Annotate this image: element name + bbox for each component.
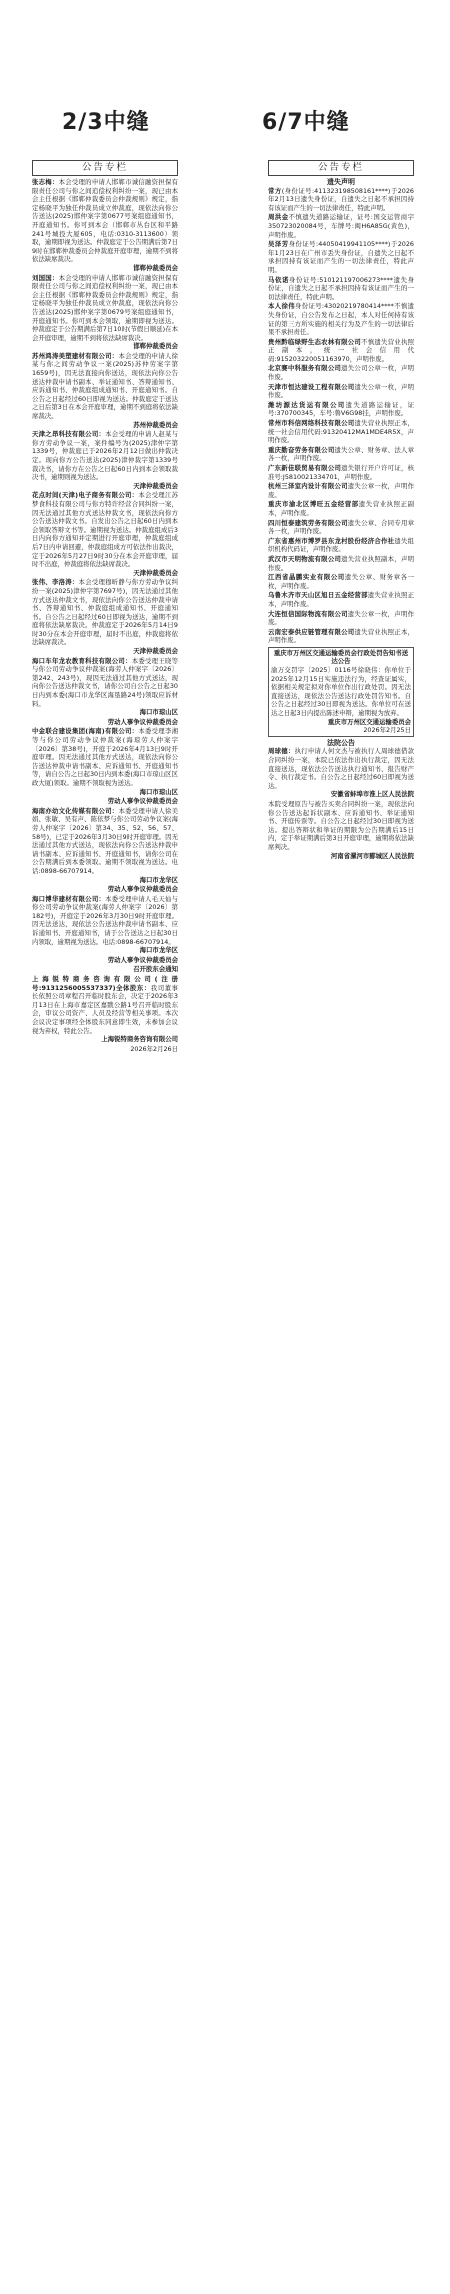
notice-text (268, 537, 414, 554)
notice-text (268, 419, 414, 445)
notice-party: 潍坊源达货运有限公司 (268, 400, 346, 409)
notice-text (268, 383, 414, 400)
penalty-notice-box (268, 647, 414, 737)
notice-party: 张伟、李洛涛： (32, 578, 79, 587)
notice-text (268, 240, 414, 274)
notice-text (268, 276, 414, 302)
notice-party: 大连恒信国际物流有限公司 (268, 609, 348, 618)
notice-item (268, 213, 414, 239)
penalty-notice-sig: 重庆市万州区交通运输委员会 (327, 717, 411, 726)
notice-body: 遗失公司公章一枚，声明作废。 (268, 364, 414, 382)
notice-party: 广东省惠州市博罗县东龙村股份经济合作社 (268, 536, 395, 545)
court-notice-list (268, 747, 414, 860)
notice-signature: 邯郸仲裁委员会 (133, 263, 178, 272)
notice-item (32, 352, 178, 429)
notice-item (268, 800, 414, 860)
notice-body: 本会受理的申请人徐某与你之间劳动争议一案(2025)苏仲劳案字第1659号)，因无法直接向你送达，现依法向你公告送达仲裁申请书副本、举证通知书、答辩通知书、应诉通知书、仲裁庭组成通知书、开庭通知书。自公告之日起经过60日即视为送达。仲裁庭定于送达之日后第3日在本会开庭审理，逾期不到庭将依法缺席裁决。 (32, 351, 178, 421)
notice-body: 遗失营业执照正副本，声明作废。 (268, 500, 414, 517)
notice-body: 遗失公章一枚，声明作废。 (268, 609, 414, 627)
notice-party: 天津之昂科技有限公司： (32, 430, 106, 439)
notice-text (268, 302, 414, 336)
notice-text (32, 578, 178, 647)
notice-text (32, 797, 178, 806)
notice-text (268, 446, 414, 463)
notice-party: 江西省晶鹏实业有限公司 (268, 573, 345, 582)
notice-item (268, 519, 414, 536)
notice-signature: 安徽省蚌埠市淮上区人民法院 (330, 790, 414, 799)
notice-party: 重庆勤奋劳务有限公司 (268, 445, 335, 454)
notice-item (268, 240, 414, 274)
notice-text (32, 956, 178, 965)
notice-text (268, 401, 414, 418)
notice-item (32, 885, 178, 894)
notice-text (32, 727, 178, 787)
notice-item (268, 446, 414, 463)
notice-party: 中金联合建设集团(海南)有限公司： (32, 727, 139, 736)
notice-party: 海口博华建材有限公司： (32, 894, 106, 903)
notice-body: 劳动人事争议仲裁委员会 (107, 717, 178, 726)
notice-signature: 海口市龙华区 (139, 875, 178, 884)
notice-body: 遗失公章一枚，声明作废。 (268, 382, 414, 400)
notice-body: 不慎遗失道路运输证，证号:国交运管商字350723020084号，车牌号:闽H6A85G(黄色)，声明作废。 (268, 213, 414, 239)
notice-party: 武汉市天明物流有限公司 (268, 554, 342, 563)
notice-party: 张志梅： (32, 178, 59, 186)
notice-item (268, 482, 414, 499)
notice-party: 常方 (268, 186, 282, 195)
notice-body: 遗失银行开户许可证，核准号:J5810021334701，声明作废。 (268, 464, 414, 481)
notice-body: 身份证号:44050419941105****)于2026年1月23日在广州市丢失身份证，自遗失之日起不承担因持有该证而产生的一切法律责任，特此声明。 (268, 240, 414, 274)
notice-party: 上海锐特商务咨询有限公司(注册号:9131256005537337)全体股东： (32, 975, 178, 992)
notice-item (268, 276, 414, 302)
notice-signature: 上海锐特商务咨询有限公司 (101, 1035, 178, 1044)
notice-item (268, 464, 414, 481)
notice-item (32, 718, 178, 727)
notice-item (268, 591, 414, 608)
notice-text (32, 965, 178, 974)
section-head-left: 公告专栏 (32, 160, 178, 176)
section-head-right: 公告专栏 (268, 160, 414, 176)
notice-text (268, 800, 414, 852)
notice-item (268, 401, 414, 418)
notice-text (268, 591, 414, 608)
notice-party: 周球德： (268, 747, 295, 756)
notice-body: 本院受理原告与被告买卖合同纠纷一案，现依法向你公告送达起诉状副本、应诉通知书、举证通知书、开庭传票等。自公告之日起经过30日即视为送达。提出答辩状和举证的期限为公告期满后15日内，定于举证期满后第3日开庭审理，逾期将依法缺席判决。 (268, 799, 414, 851)
notice-party: 苏州鸿涛美塑建材有限公司： (32, 351, 119, 360)
notice-item (268, 338, 414, 364)
notice-body: 遗失公章、财务章各一枚，声明作废。 (268, 573, 414, 590)
notice-item (268, 500, 414, 517)
notice-party: 四川恒泰建筑劳务有限公司 (268, 518, 348, 527)
notice-party: 乌鲁木齐市天山区旭日五金经营部 (268, 591, 368, 600)
notice-party: 杭州三泽室内设计有限公司 (268, 482, 348, 491)
notice-text (268, 555, 414, 572)
notice-body: 遗失公章、财务章、法人章各一枚，声明作废。 (268, 445, 414, 463)
notice-body: 不慎遗失营业执照正副本，统一社会信用代码:915203220051163970，声明作废。 (268, 337, 414, 363)
notice-text (32, 975, 178, 1035)
notice-body: 本会受理江苏梦食科技有限公司与你方特许经营合同纠纷一案，因无法通过其他方式送达仲裁文书，现依法向你方公告送达仲裁文书。自发出公告之日起60日内到本会领取答辩文书等。逾期视为送达。仲裁庭组成后3日内向你方通知并定期进行开庭审理，仲裁庭组成后7日内申请回避，仲裁庭组成方可依法作出裁决，定于2026年5月27日9时30分在本会开庭审理，届时不出庭，仲裁庭将依法缺席裁决。 (32, 491, 178, 569)
notice-party: 北京赛中科服务有限公司 (268, 364, 342, 373)
notice-text (32, 352, 178, 421)
notice-signature: 天津仲裁委员会 (133, 568, 178, 577)
notice-item (32, 430, 178, 490)
page-title-right: 6/7中缝 (262, 110, 350, 135)
notice-signature: 邯郸仲裁委员会 (133, 342, 178, 351)
notice-item (32, 975, 178, 1044)
penalty-notice-date: 2026年2月25日 (363, 726, 411, 735)
notice-body: 本会受理的申请人邯郸市诚信融资担保有限责任公司与你之间追偿权利纠纷一案，现已由本会主任根据《邯郸仲裁委员会仲裁规则》规定，指定杨晓平为独任仲裁员成立仲裁庭，现依法向你公告送达(2025)邯仲案字第0679号案组庭通知书，开庭通知书。你可到本会领取，逾期即视为送达。仲裁庭定于公告期满后第7日10时(节假日顺延)在本会开庭审理，逾期不到将依法缺席裁决。 (32, 273, 178, 342)
left-notice-list (32, 178, 178, 1044)
notice-party: 重庆市渝北区博旺五金经营部 (268, 500, 359, 509)
notice-signature: 海口市龙华区 (139, 946, 178, 955)
notice-body: 身份证号:510121197006273****遗失身份证，自遗失之日起不承担因持有该证而产生的一切法律责任，特此声明。 (268, 275, 414, 301)
notice-text (268, 187, 414, 213)
notice-item (32, 797, 178, 806)
notice-item (32, 895, 178, 955)
right-notice-list (268, 187, 414, 645)
notice-item (268, 610, 414, 627)
notice-party: 广东新佳联贸易有限公司 (268, 464, 342, 472)
notice-body: 本委受理申请人毛天仙与你公司劳动争议仲裁案(海劳人仲案字〔2026〕第182号)，开庭定于2026年3月30日9时开庭审理。因无法送达，现依法公告送达仲裁申请书副本、应诉通知书、开庭通知书，请于公告送达之日起30日内领取，逾期视为送达。电话:0898-66707914。 (32, 894, 178, 946)
notice-party: 花点时间(天津)电子商务有限公司： (32, 491, 139, 500)
court-notice-head: 法院公告 (327, 738, 355, 747)
notice-body: 我司董事长依照公司章程召开临时股东会，决定于2026年3月13日在上海市嘉定区嘉戬公路1号召开临时股东会，审议公司资产、人员及经营等相关事项。本次会议决定事项经全体股东同意即生效，未参加会议视为弃权，特此公告。 (32, 983, 178, 1035)
notice-item (268, 537, 414, 554)
notice-body: 本委受理李湘等与你公司劳动争议仲裁案(海琼劳人仲案字〔2026〕第38号)，开庭于2026年4月13日9时开庭审理。因无法通过其他方式送达，现依法向你公告送达仲裁申请书副本、应诉通知书、开庭通知书等，请自公告之日起30日内到本委(海口市琼山区区政大厦)领取。逾期不领取视为送达。 (32, 727, 178, 787)
notice-body: 身份证号:43020219780414****不慎遗失身份证，自公告发布之日起，本人对任何持有该证的第三方所实施的相关行为及产生的一切法律后果不承担责任。 (268, 302, 414, 337)
notice-party: 天津市恒达建设工程有限公司 (268, 382, 355, 391)
left-column (32, 160, 178, 2270)
notice-item (268, 573, 414, 590)
notice-text (268, 464, 414, 481)
notice-item (32, 956, 178, 965)
notice-party: 常州市科信网络科技有限公司 (268, 419, 355, 428)
notice-item (32, 727, 178, 796)
notice-item (268, 383, 414, 400)
notice-body: 本会受理穆昕静与你方劳动争议纠纷一案(2025)津仲字第7697号)，因无法通过其他方式送达仲裁文书，现依法向你公告送达仲裁申请书、答辩通知书、仲裁庭组成通知书、开庭通知书。自公告之日起经过60日即视为送达，逾期不到庭将依法缺席裁决。仲裁庭定于2026年5月14日9时30分在本会开庭审理，届时不出庭，仲裁庭将依法缺席裁决。 (32, 578, 178, 647)
notice-item (32, 578, 178, 655)
notice-text (268, 338, 414, 364)
notice-party: 海南亦幼文化传媒有限公司： (32, 806, 119, 815)
notice-text (268, 500, 414, 517)
penalty-notice-body: 渝万交罚字〔2025〕0116号徐晓伟：你单位于2025年12月15日实施违法行为，经查证属实，依据相关规定拟对你单位作出行政处罚。因无法直接送达，现依法公告送达行政处罚告知书。自公告之日起经过30日即视为送达。你单位可在送达之日起3日内提出陈述申辩，逾期视为放弃。 (271, 666, 411, 718)
notice-body: (身份证号:411323198508161****)于2026年2月13日遗失身份证，自遗失之日起不承担因持有该证而产生的一切法律责任，特此声明。 (268, 186, 414, 212)
notice-party: 马依诺 (268, 275, 290, 284)
notice-text (268, 364, 414, 381)
notice-signature: 海口市琼山区 (139, 708, 178, 717)
notice-text (32, 718, 178, 727)
notice-text (32, 885, 178, 894)
notice-body: 劳动人事争议仲裁委员会 (107, 885, 178, 894)
notice-signature: 苏州仲裁委员会 (133, 420, 178, 429)
notice-text (32, 491, 178, 568)
notice-text (268, 747, 414, 790)
notice-text (32, 895, 178, 947)
notice-item (268, 419, 414, 445)
notice-party: 海口车年龙农教育科技有限公司： (32, 656, 132, 665)
notice-party: 贵州黔临绿野生态农林有限公司 (268, 337, 362, 346)
notice-text (268, 482, 414, 499)
notice-text (268, 610, 414, 627)
notice-body: 本委受理王晓等与你公司劳动争议仲裁案(海劳人仲案字〔2026〕第242、243号)，现因无法通过其他方式送达，现向你公告送达仲裁文书，请你公司自公告之日起30日内到本委(海口市龙华区海垦路24号)领取应诉材料。 (32, 656, 178, 708)
notice-item (32, 657, 178, 717)
notice-body: 遗失道路运输证，证号:370700345，车号:鲁V6G98挂，声明作废。 (268, 400, 414, 418)
notice-signature: 天津仲裁委员会 (133, 647, 178, 656)
notice-item (268, 747, 414, 799)
notice-item (32, 491, 178, 577)
notice-body: 遗失组织机构代码证，声明作废。 (268, 536, 414, 554)
notice-signature: 河南省漯河市郾城区人民法院 (330, 851, 414, 860)
notice-item (268, 364, 414, 381)
notice-party: 周洪金 (268, 213, 289, 222)
notice-body: 遗失营业执照正本，统一社会信用代码:91320412MA1MDE4R5X，声明作废。 (268, 419, 414, 445)
notice-body: 遗失营业执照副本，声明作废。 (268, 554, 414, 572)
notice-item (268, 187, 414, 213)
notice-body: 遗失营业执照正本，声明作废。 (268, 627, 414, 645)
notice-text (268, 519, 414, 536)
notice-text (32, 430, 178, 482)
notice-body: 本会受理的申请人邯郸市诚信融资担保有限责任公司与你之间追偿权利纠纷一案，现已由本会主任根据《邯郸仲裁委员会仲裁规则》规定，指定杨晓平为独任仲裁员成立仲裁庭，现依法向你公告送达(2025)邯仲案字第0677号案组庭通知书，开庭通知书。你可到本会（邯郸市丛台区和平路241号城投大厦605，电话:0310-3113600）领取，逾期即视为送达。仲裁庭定于公告期满后第7日9时在邯郸仲裁委员会仲裁庭开庭审理，逾期不到将依法缺席裁决。 (32, 178, 178, 264)
notice-body: 召开股东会通知 (133, 965, 178, 974)
notice-item (268, 628, 414, 645)
notice-item (32, 274, 178, 351)
notice-item (268, 302, 414, 336)
notice-text (268, 573, 414, 590)
notice-body: 本委受理申请人徐美娟、张敏、吴有声、陈依梦与你公司劳动争议案(海劳人仲案字〔2026〕第34、35、52、56、57、58号)，已定于2026年3月30日9时开庭审理。因无法通过其他方式送达，现依法向你公告送达仲裁申请书副本、应诉通知书、开庭通知书，请你公司在公告期满后到本委领取。逾期不领取视为送达。电话:0898-66707914。 (32, 806, 178, 875)
notice-item (32, 965, 178, 974)
notice-party: 吴泽芳 (268, 240, 289, 249)
notice-text (32, 274, 178, 343)
notice-text (32, 807, 178, 876)
notice-text (268, 628, 414, 645)
notice-body: 遗失营业执照正本，声明作废。 (268, 591, 414, 608)
notice-text (32, 178, 178, 264)
notice-party: 刘国国： (32, 273, 59, 282)
notice-body: 劳动人事争议仲裁委员会 (107, 955, 178, 964)
notice-item (32, 807, 178, 884)
right-column (268, 160, 414, 2274)
penalty-notice-title: 重庆市万州区交通运输委员会行政处罚告知书送达公告 (273, 648, 409, 666)
left-end-date: 2026年2月26日 (130, 1044, 178, 1053)
notice-signature: 天津仲裁委员会 (133, 481, 178, 490)
notice-item (268, 555, 414, 572)
notice-item (32, 178, 178, 273)
notice-text (32, 657, 178, 709)
notice-body: 执行申请人何文杰与被执行人周球德借款合同纠纷一案，本院已依法作出执行裁定，因无法直接送达，现依法公告送达执行通知书、报告财产令、执行裁定书。自公告之日起经过60日即视为送达。 (268, 747, 414, 790)
notice-body: 遗失公章、合同专用章各一枚，声明作废。 (268, 518, 414, 536)
notice-text (268, 213, 414, 239)
notice-party: 本人徐伟 (268, 302, 295, 311)
notice-party: 云南宏泰供应链管理有限公司 (268, 627, 355, 636)
notice-signature: 海口市琼山区 (139, 787, 178, 796)
notice-body: 劳动人事争议仲裁委员会 (107, 797, 178, 806)
notice-body: 遗失公章一枚，声明作废。 (268, 482, 414, 499)
lost-notice-head: 遗失声明 (327, 178, 355, 186)
notice-body: 本会受理的申请人赵某与你方劳动争议一案，案件编号为(2025)津仲字第1339号，仲裁庭已于2026年2月12日做出仲裁决定。现向你方公告送达(2025)津仲裁字第1339号裁决书，请你方在公告之日起60日内到本会领取裁决书，逾期则视为送达。 (32, 430, 178, 482)
page-title-left: 2/3中缝 (62, 110, 150, 135)
